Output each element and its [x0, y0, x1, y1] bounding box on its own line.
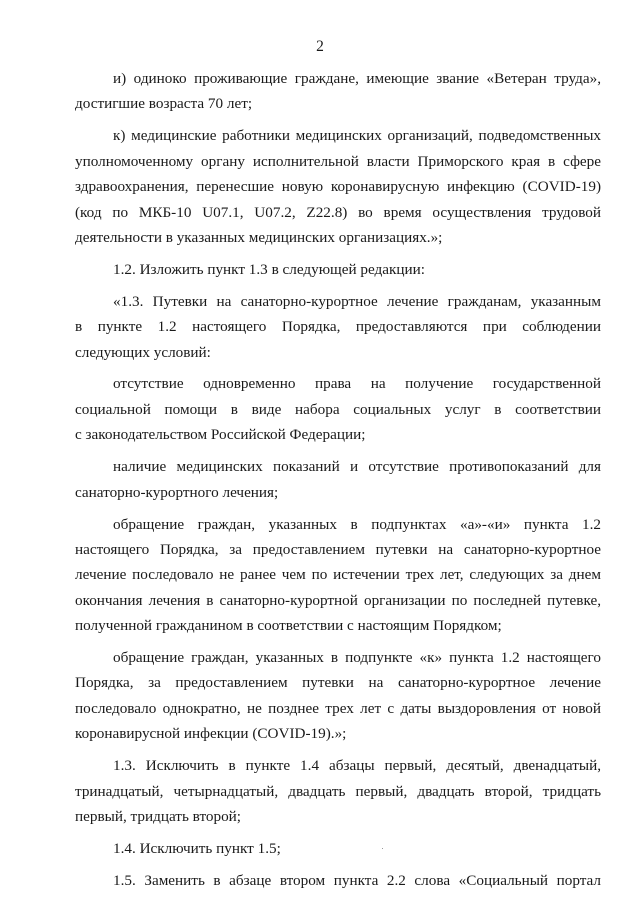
- text-line: отсутствие одновременно права на получение государственной: [113, 375, 601, 393]
- text-line: Порядка, за предоставлением путевки на санаторно-курортное лечение: [75, 674, 601, 692]
- text-line: 1.5. Заменить в абзаце втором пункта 2.2 слова «Социальный портал: [113, 871, 601, 889]
- text-line: 1.3. Исключить в пункте 1.4 абзацы первый, десятый, двенадцатый,: [113, 757, 601, 775]
- text-line: достигшие возраста 70 лет;: [75, 95, 253, 113]
- paragraph-clause-1-3: [75, 289, 601, 365]
- text-line: полученной гражданином в соответствии с настоящим Порядком;: [75, 617, 502, 635]
- text-line: первый, тридцать второй;: [75, 807, 242, 825]
- text-line: «1.3. Путевки на санаторно-курортное лечение гражданам, указанным: [113, 292, 601, 310]
- paragraph-condition-1: [75, 371, 601, 447]
- paragraph-condition-4: [75, 645, 601, 747]
- text-line: социальной помощи в виде набора социальных услуг в соответствии: [75, 400, 601, 418]
- scan-speck: [382, 848, 383, 849]
- text-line: (код по МКБ-10 U07.1, U07.2, Z22.8) во время осуществления трудовой: [75, 203, 601, 221]
- page-number: 2: [316, 38, 324, 55]
- text-line: с законодательством Российской Федерации;: [75, 426, 366, 444]
- text-line: и) одиноко проживающие граждане, имеющие звание «Ветеран труда»,: [113, 70, 601, 87]
- text-line: лечение последовало не ранее чем по истечении трех лет, следующих за днем: [75, 566, 601, 584]
- text-line: обращение граждан, указанных в подпунктах «а»-«и» пункта 1.2: [113, 515, 601, 533]
- text-line: деятельности в указанных медицинских организациях.»;: [75, 228, 443, 246]
- text-line: 1.4. Исключить пункт 1.5;: [113, 839, 281, 857]
- text-line: коронавирусной инфекции (COVID-19).»;: [75, 725, 347, 743]
- paragraph-condition-2: [75, 454, 601, 505]
- text-line: последовало однократно, не позднее трех лет с даты выздоровления от новой: [75, 699, 601, 717]
- paragraph-amendment-1-5: [75, 868, 601, 893]
- text-line: в пункте 1.2 настоящего Порядка, предоставляются при соблюдении: [75, 318, 601, 336]
- paragraph-amendment-1-3: [75, 753, 601, 829]
- text-line: обращение граждан, указанных в подпункте «к» пункта 1.2 настоящего: [113, 649, 601, 667]
- paragraph-amendment-1-4: [75, 836, 601, 861]
- text-line: окончания лечения в санаторно-курортной организации по последней путевке,: [75, 591, 601, 609]
- paragraph-item-i: [75, 66, 601, 117]
- text-line: следующих условий:: [75, 343, 211, 361]
- text-line: уполномоченному органу исполнительной власти Приморского края в сфере: [75, 152, 601, 170]
- text-line: 1.2. Изложить пункт 1.3 в следующей редакции:: [113, 260, 426, 278]
- paragraph-amendment-1-2: [75, 257, 601, 282]
- document-body: [75, 66, 601, 893]
- text-line: здравоохранения, перенесшие новую коронавирусную инфекцию (COVID-19): [75, 178, 601, 196]
- text-line: к) медицинские работники медицинских организаций, подведомственных: [113, 127, 601, 145]
- paragraph-condition-3: [75, 512, 601, 639]
- text-line: наличие медицинских показаний и отсутствие противопоказаний для: [113, 458, 601, 476]
- paragraph-item-k: [75, 123, 601, 250]
- text-line: настоящего Порядка, за предоставлением путевки на санаторно-курортное: [75, 540, 601, 558]
- text-line: санаторно-курортного лечения;: [75, 483, 279, 501]
- text-line: тринадцатый, четырнадцатый, двадцать первый, двадцать второй, тридцать: [75, 782, 601, 800]
